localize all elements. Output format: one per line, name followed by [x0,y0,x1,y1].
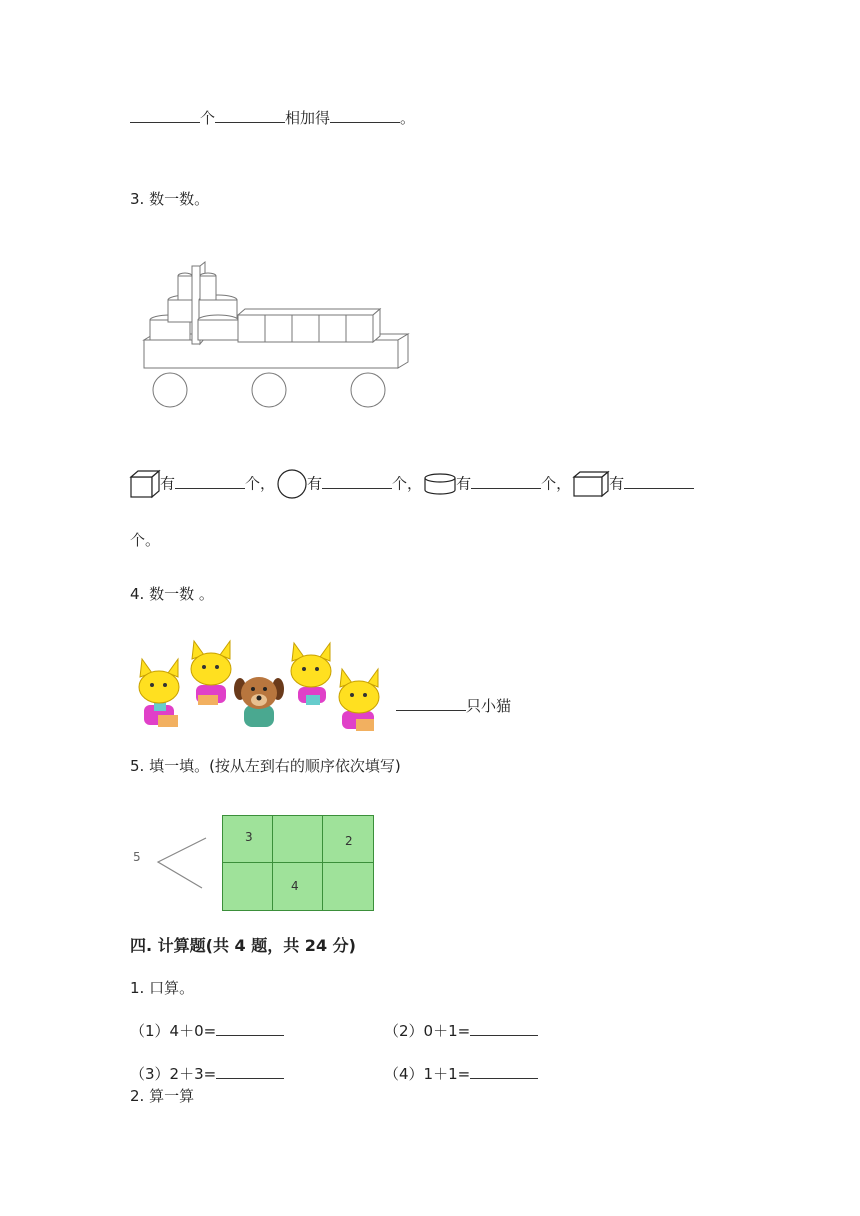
text-you: 有 [160,474,176,493]
blank[interactable] [215,108,285,123]
cell-value: 3 [245,830,253,844]
blank[interactable] [322,474,392,489]
fill-line [130,107,415,128]
text-ge: 个 [200,109,216,127]
calc-expression: （4）1＋1= [384,1065,471,1083]
text-you: 有 [456,474,472,493]
answer-blank[interactable] [216,1021,284,1036]
answer-blank[interactable] [470,1064,538,1079]
cat-icon [291,643,331,705]
blank[interactable] [175,474,245,489]
cylinder-icon [424,473,456,495]
train-figure [140,262,415,412]
q4-answer [396,695,511,716]
grid-cell[interactable] [223,816,273,863]
q5-title: 5. 填一填。(按从左到右的顺序依次填写) [130,757,401,775]
grid-cell[interactable] [273,816,323,863]
animals-figure [132,645,392,735]
grid-cell[interactable] [323,816,373,863]
text-ge: 个， [392,474,423,493]
calc-item [130,1063,284,1084]
blank[interactable] [330,108,400,123]
shape-count-line [130,469,694,499]
blank[interactable] [624,474,694,489]
cat-icon [139,659,179,727]
text-ge: 个， [541,474,572,493]
grid-cell[interactable] [273,863,323,910]
calc-expression: （3）2＋3= [130,1065,217,1083]
text-end: 。 [400,109,416,127]
calc-item [130,1020,284,1041]
q4-title: 4. 数一数 。 [130,585,214,603]
text-xiangjiade: 相加得 [285,109,331,127]
q3-title: 3. 数一数。 [130,190,210,208]
cat-icon [191,641,231,705]
answer-blank[interactable] [216,1064,284,1079]
number-grid [222,815,374,911]
text-ge: 个， [245,474,276,493]
sphere-icon [277,469,307,499]
q2-title: 2. 算一算 [130,1087,195,1105]
q3-tail: 个。 [130,531,161,549]
calc-item [384,1063,538,1084]
dog-icon [234,677,284,727]
split-lines [150,836,210,892]
cell-value: 4 [291,879,299,893]
grid-cell[interactable] [223,863,273,910]
section-heading: 四. 计算题(共 4 题，共 24 分) [130,936,356,955]
split-total: 5 [133,850,141,864]
calc-item [384,1020,538,1041]
cell-value: 2 [345,834,353,848]
text-cat-count: 只小猫 [466,697,512,715]
text-you: 有 [609,474,625,493]
calc-title: 1. 口算。 [130,979,195,997]
text-you: 有 [307,474,323,493]
blank[interactable] [396,696,466,711]
cat-icon [339,669,379,731]
blank[interactable] [471,474,541,489]
grid-cell[interactable] [323,863,373,910]
calc-expression: （2）0＋1= [384,1022,471,1040]
cube-icon [130,470,160,498]
answer-blank[interactable] [470,1021,538,1036]
calc-expression: （1）4＋0= [130,1022,217,1040]
cuboid-icon [573,471,609,497]
blank[interactable] [130,108,200,123]
